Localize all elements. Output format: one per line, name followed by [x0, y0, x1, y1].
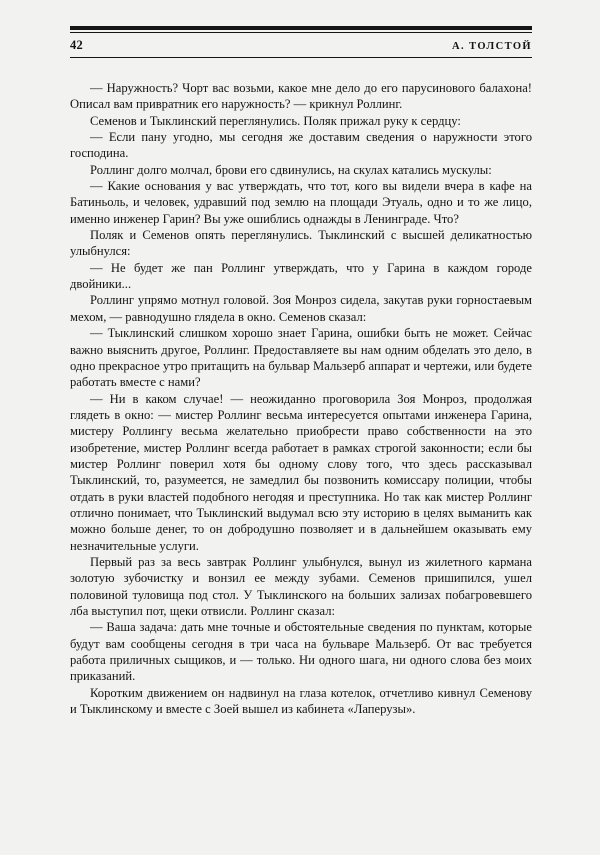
paragraph: Роллинг упрямо мотнул головой. Зоя Монроз сидела, закутав руки горностаевым мехом, — равнодушно глядела в окно. Семенов сказал: [70, 293, 532, 324]
header-rule [70, 57, 532, 58]
paragraph: — Если пану угодно, мы сегодня же доставим сведения о наружности этого господина. [70, 130, 532, 161]
paragraph: — Не будет же пан Роллинг утверждать, что у Гарина в каждом городе двойники... [70, 260, 532, 292]
paragraph: — Наружность? Чорт вас возьми, какое мне дело до его парусинового балахона! Описал вам привратник его наружность? — крикнул Роллинг. [70, 81, 532, 112]
top-rule-thick [70, 26, 532, 30]
paragraph: — Тыклинский слишком хорошо знает Гарина, ошибки быть не может. Сейчас важно выяснить другое, Роллинг. Предоставляете вы нам одним обделать это дело, в одно прекрасное утро притащить на бульвар Мальзерб аппарат и чертежи, или будете работать вместе с нами? [70, 326, 532, 390]
page-header [70, 38, 532, 53]
running-head-author: А. ТОЛСТОЙ [452, 41, 532, 52]
page-number: 42 [70, 38, 84, 52]
paragraph: — Ваша задача: дать мне точные и обстоятельные сведения по пунктам, которые будут вам сообщены сегодня в три часа на бульваре Мальзерб. От вас требуется работа приличных сыщиков, и — только. Ни одного шага, ни одного слова без моих приказаний. [70, 620, 532, 684]
paragraph: Поляк и Семенов опять переглянулись. Тыклинский с высшей деликатностью улыбнулся: [70, 228, 532, 259]
paragraph: — Какие основания у вас утверждать, что тот, кого вы видели вчера в кафе на Батиньоль, и человек, удравший под землю на площади Этуаль, одно и то же лицо, именно инженер Гарин? Вы уже ошиблись однажды в Ленинграде. Что? [70, 179, 532, 226]
paragraph: Семенов и Тыклинский переглянулись. Поляк прижал руку к сердцу: [90, 113, 461, 128]
top-rule-thin [70, 32, 532, 33]
body-text [70, 80, 532, 717]
paragraph: Первый раз за весь завтрак Роллинг улыбнулся, вынул из жилетного кармана золотую зубочистку и вонзил ее между зубами. Семенов пришипился, ушел половиной туловища под стол. У Тыклинского на больших зализах побагровевшего лба выступил пот, щеки отвисли. Роллинг сказал: [70, 554, 532, 618]
paragraph: Коротким движением он надвинул на глаза котелок, отчетливо кивнул Семенову и Тыклинскому и вместе с Зоей вышел из кабинета «Лаперузы». [70, 685, 532, 717]
paragraph: — Ни в каком случае! — неожиданно проговорила Зоя Монроз, продолжая глядеть в окно: — мистер Роллинг весьма интересуется опытами инженера Гарина, мистеру Роллингу весьма желательно приобрести право собственности на это изобретение, мистер Роллинг всегда работает в рамках строгой законности; если бы мистер Роллинг поверил хотя бы одному слову того, что здесь рассказывал Тыклинский, то, разумеется, не замедлил бы позвонить комиссару полиции, чтобы отдать в руки властей подобного негодяя и преступника. Но так как мистер Роллинг отлично понимает, что Тыклинский выдумал всю эту историю в целях выманить как можно больше денег, то он добродушно позволяет и в дальнейшем оказывать ему незначительные услуги. [70, 391, 532, 553]
book-page [70, 26, 532, 717]
paragraph: Роллинг долго молчал, брови его сдвинулись, на скулах катались мускулы: [90, 162, 492, 177]
